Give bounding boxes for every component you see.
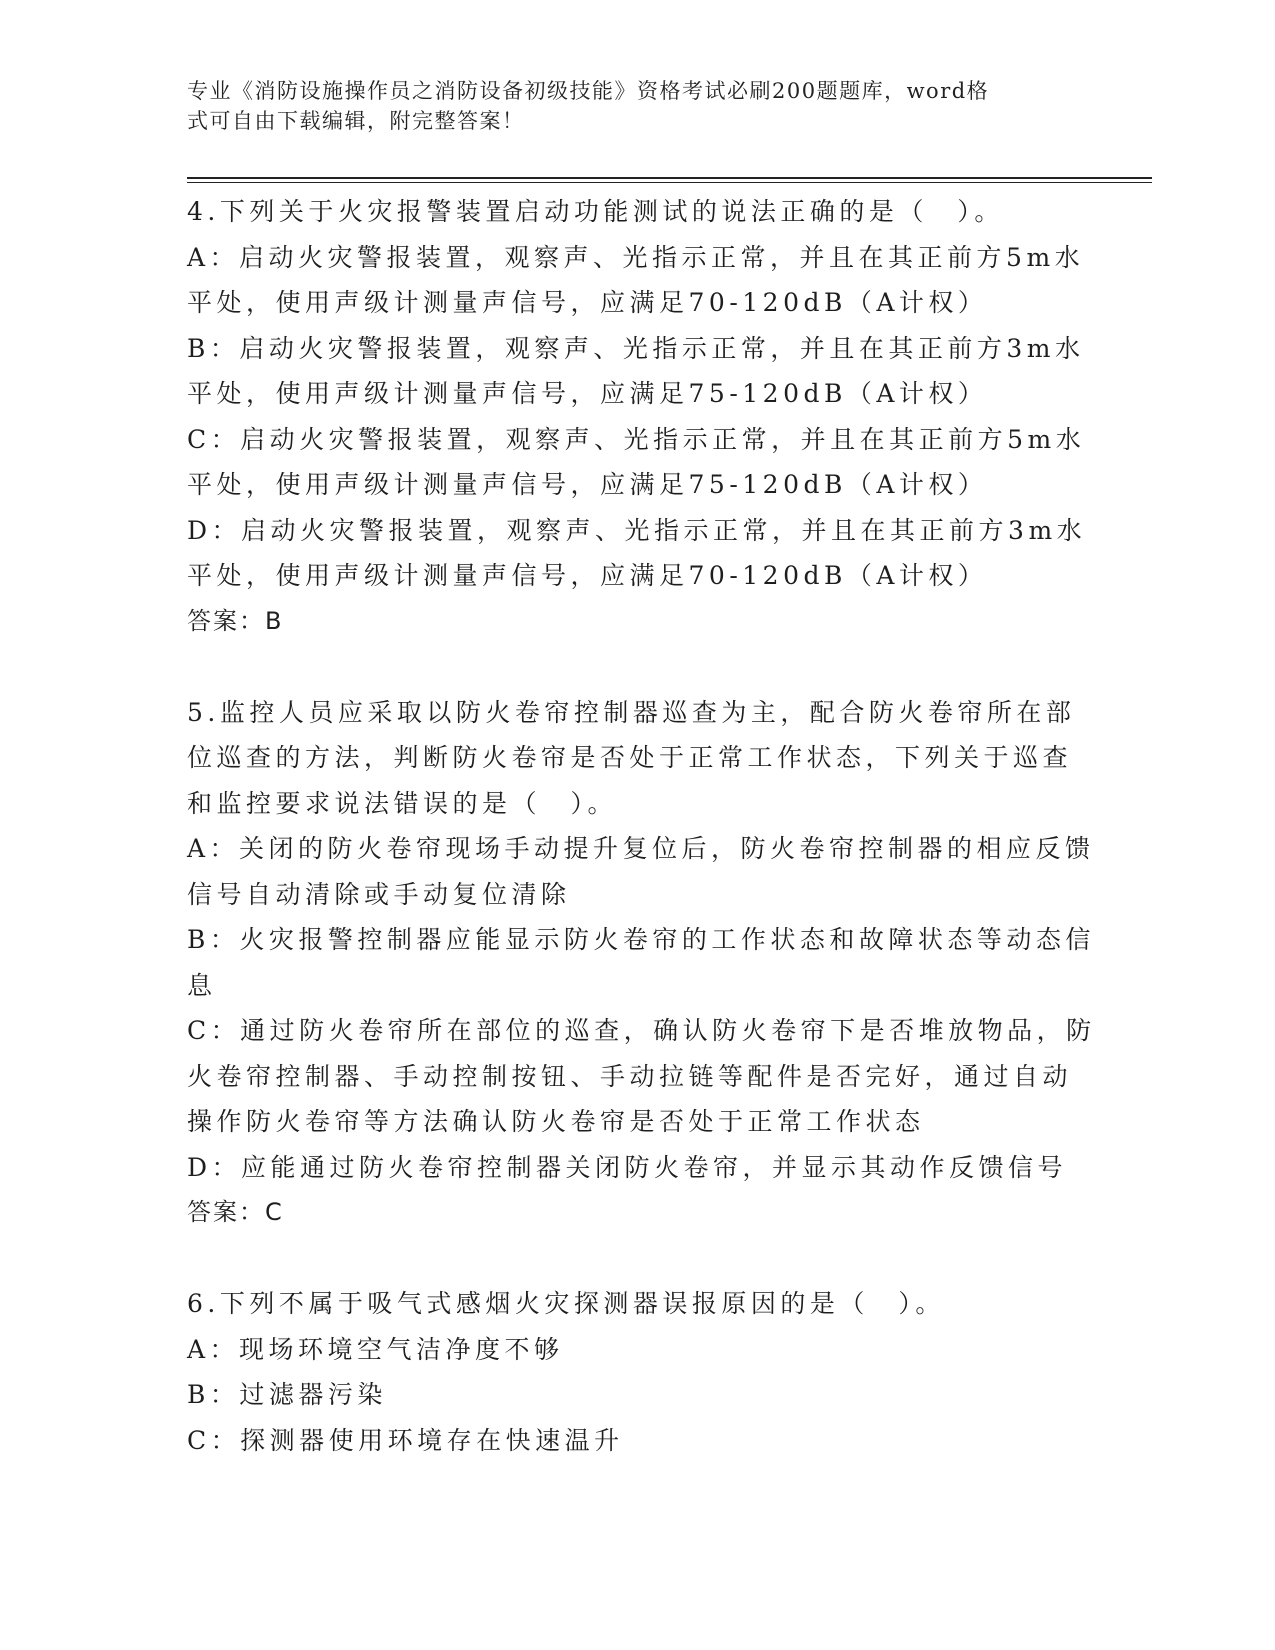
question-stem-line: 5.监控人员应采取以防火卷帘控制器巡查为主，配合防火卷帘所在部 (187, 697, 1076, 727)
option-line: D：应能通过防火卷帘控制器关闭防火卷帘，并显示其动作反馈信号 (187, 1152, 1068, 1182)
option-line: B：启动火灾警报装置，观察声、光指示正常，并且在其正前方3m水 (187, 333, 1085, 363)
option-line: D：启动火灾警报装置，观察声、光指示正常，并且在其正前方3m水 (187, 515, 1087, 545)
option-line: C：探测器使用环境存在快速温升 (187, 1425, 624, 1455)
option-line: 平处，使用声级计测量声信号，应满足70-120dB（A计权） (187, 561, 988, 590)
question-stem-line: 位巡查的方法，判断防火卷帘是否处于正常工作状态，下列关于巡查 (187, 743, 1073, 772)
option-d (187, 508, 1087, 599)
option-line: A：现场环境空气洁净度不够 (187, 1334, 564, 1364)
option-line: C：启动火灾警报装置，观察声、光指示正常，并且在其正前方5m水 (187, 424, 1086, 454)
option-line: B：过滤器污染 (187, 1380, 387, 1409)
option-b (187, 326, 1087, 417)
option-b (187, 917, 1095, 1008)
option-line: A：启动火灾警报装置，观察声、光指示正常，并且在其正前方5m水 (187, 242, 1085, 272)
question-4 (187, 189, 1087, 644)
header-divider-thick (187, 177, 1152, 179)
option-line: B：火灾报警控制器应能显示防火卷帘的工作状态和故障状态等动态信 (187, 925, 1095, 954)
header-line-1: 专业《消防设施操作员之消防设备初级技能》资格考试必刷200题题库，word格 (187, 79, 990, 103)
option-line: 信号自动清除或手动复位清除 (187, 879, 571, 909)
option-c (187, 417, 1087, 508)
question-5 (187, 690, 1096, 1236)
option-c (187, 1418, 1087, 1464)
header-line-2: 式可自由下载编辑，附完整答案！ (187, 109, 525, 133)
option-line: 火卷帘控制器、手动控制按钮、手动拉链等配件是否完好，通过自动 (187, 1061, 1073, 1091)
question-stem-line: 和监控要求说法错误的是（ ）。 (187, 788, 618, 818)
option-a (187, 235, 1087, 326)
question-stem-line: 6.下列不属于吸气式感烟火灾探测器误报原因的是（ ）。 (187, 1289, 945, 1318)
question-list (187, 189, 1096, 1463)
option-line: 操作防火卷帘等方法确认防火卷帘是否处于正常工作状态 (187, 1107, 925, 1136)
option-line: 息 (187, 970, 217, 1000)
option-line: 平处，使用声级计测量声信号，应满足75-120dB（A计权） (187, 470, 988, 499)
question-6 (187, 1281, 1087, 1463)
question-stem-line: 4.下列关于火灾报警装置启动功能测试的说法正确的是（ ）。 (187, 197, 1004, 226)
option-a (187, 826, 1095, 917)
option-c (187, 1008, 1096, 1145)
header-divider-thin (187, 182, 1152, 183)
option-line: C：通过防火卷帘所在部位的巡查，确认防火卷帘下是否堆放物品，防 (187, 1016, 1096, 1045)
answer-label: 答案：B (187, 606, 284, 635)
document-header (187, 76, 1067, 136)
question-spacer (187, 644, 1087, 690)
answer-label: 答案：C (187, 1198, 284, 1226)
option-line: 平处，使用声级计测量声信号，应满足70-120dB（A计权） (187, 288, 988, 317)
option-b (187, 1372, 1087, 1418)
option-a (187, 1327, 1087, 1373)
option-line: 平处，使用声级计测量声信号，应满足75-120dB（A计权） (187, 379, 988, 408)
option-d (187, 1145, 1087, 1191)
option-line: A：关闭的防火卷帘现场手动提升复位后，防火卷帘控制器的相应反馈 (187, 834, 1095, 863)
question-spacer (187, 1236, 1087, 1282)
